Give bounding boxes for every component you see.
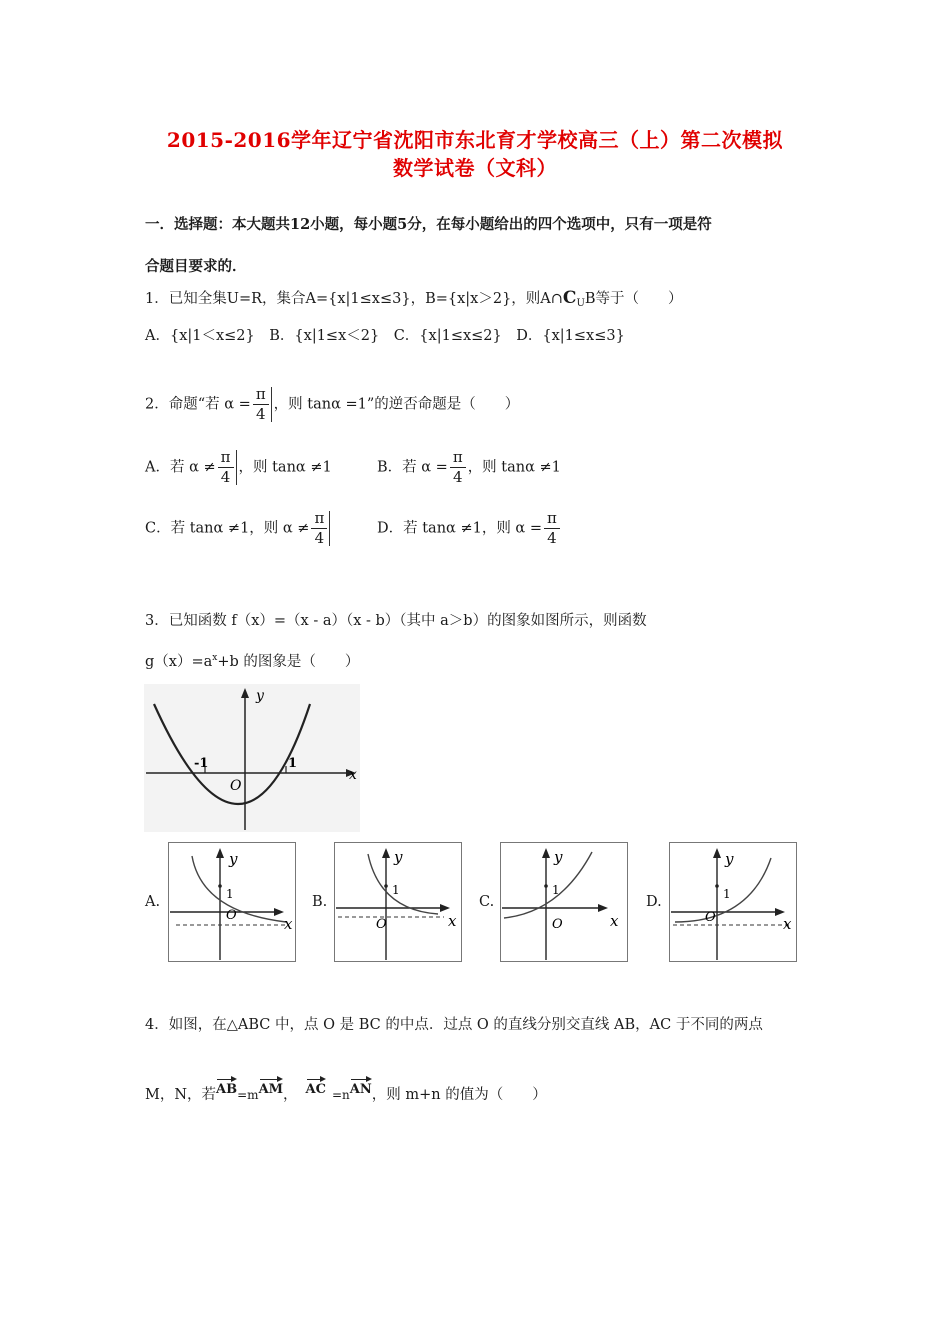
section-heading-line1: 一．选择题：本大题共12小题，每小题5分，在每小题给出的四个选项中，只有一项是符 <box>145 216 712 233</box>
q3-exponent: x <box>212 653 218 663</box>
q3-option-d-graph <box>669 842 797 962</box>
q2-option-d-fraction <box>544 511 560 546</box>
origin-label: O <box>226 908 237 923</box>
q2-option-a-before: A．若 α ≠ <box>145 459 216 476</box>
q3-main-parabola-graph <box>144 684 360 832</box>
denominator: 4 <box>314 529 325 547</box>
q4-eq-n: =n <box>331 1088 350 1102</box>
y-axis-label: y <box>394 848 403 866</box>
denominator: 4 <box>452 468 463 486</box>
pi-symbol: π <box>544 511 560 529</box>
q3-stem-line1: 3．已知函数 f（x）=（x - a）（x - b）（其中 a＞b）的图象如图所示，则函数 <box>145 613 647 629</box>
pi-symbol: π <box>311 511 327 529</box>
q3-option-c-letter: C. <box>479 894 495 910</box>
q4-line2-start: M，N，若 <box>145 1087 217 1103</box>
q2-option-d <box>377 511 562 546</box>
q3-stem-line2-before: g（x）=a <box>145 654 213 670</box>
q1-options: A．{x|1＜x≤2} B．{x|1≤x＜2} C．{x|1≤x≤2} D．{x|1≤x≤3} <box>145 328 625 344</box>
q4-stem-line1: 4．如图，在△ABC 中，点 O 是 BC 的中点．过点 O 的直线分别交直线 AB，AC 于不同的两点 <box>145 1017 763 1033</box>
origin-label: O <box>230 778 242 794</box>
q1-complement: C <box>562 288 577 308</box>
origin-label: O <box>552 917 563 932</box>
tick-label: 1 <box>552 883 560 897</box>
q4-line2-end: ，则 m+n 的值为（ ） <box>371 1087 547 1103</box>
graph-background <box>144 684 360 832</box>
denominator: 4 <box>220 468 231 486</box>
y-axis-label: y <box>256 688 264 704</box>
q1-stem <box>145 287 683 309</box>
q2-option-b-before: B．若 α = <box>377 459 448 476</box>
intercept-point <box>384 884 388 888</box>
q2-option-c <box>145 511 332 546</box>
q2-stem-before: 2．命题“若 α = <box>145 396 251 413</box>
x-axis-label: x <box>284 915 293 933</box>
origin-label: O <box>705 910 716 925</box>
q2-option-a-after: ，则 tanα ≠1 <box>238 459 332 476</box>
origin-label: O <box>376 917 387 932</box>
vector-am: AM <box>258 1082 284 1097</box>
tick-label: 1 <box>723 887 731 901</box>
q3-stem-line2 <box>145 650 359 671</box>
intercept-point <box>544 884 548 888</box>
x-axis-label: x <box>610 912 619 930</box>
q3-option-c-graph <box>500 842 628 962</box>
q2-stem-after: ，则 tanα =1”的逆否命题是（ ） <box>273 396 520 413</box>
pi-symbol: π <box>218 450 234 468</box>
q2-stem <box>145 387 519 422</box>
pi-symbol: π <box>450 450 466 468</box>
tick-label: 1 <box>392 883 400 897</box>
y-axis-label: y <box>554 848 563 866</box>
q2-option-c-fraction <box>311 511 330 546</box>
q3-option-b-graph <box>334 842 462 962</box>
graph-frame <box>501 843 628 962</box>
tick-pos-label: 1 <box>288 756 298 771</box>
q2-pi-over-4 <box>253 387 272 422</box>
q2-option-b <box>377 450 561 485</box>
intercept-point <box>715 884 719 888</box>
x-axis-label: x <box>783 915 792 933</box>
q3-option-a-letter: A. <box>145 894 161 910</box>
q4-comma: ， <box>283 1087 298 1103</box>
tick-label: 1 <box>226 887 234 901</box>
q1-complement-sub: U <box>576 298 585 309</box>
vector-an: AN <box>349 1082 372 1097</box>
q4-stem-line2 <box>145 1080 547 1104</box>
exam-title-line1: 2015-2016学年辽宁省沈阳市东北育才学校高三（上）第二次模拟 <box>166 128 784 152</box>
q3-option-d-letter: D. <box>646 894 662 910</box>
denominator: 4 <box>547 529 557 547</box>
exam-title-line2: 数学试卷（文科） <box>393 156 557 180</box>
q2-option-d-before: D．若 tanα ≠1，则 α = <box>377 520 542 537</box>
q2-option-b-fraction <box>450 450 466 485</box>
tick-neg-label: -1 <box>194 756 209 771</box>
q2-option-b-after: ，则 tanα ≠1 <box>467 459 561 476</box>
q1-stem-after: B等于（ ） <box>584 291 683 307</box>
section-heading-line2: 合题目要求的． <box>145 258 247 275</box>
q3-option-a-graph <box>168 842 296 962</box>
q3-stem-line2-after: +b 的图象是（ ） <box>217 654 360 670</box>
x-axis-label: x <box>349 767 357 783</box>
q2-option-c-before: C．若 tanα ≠1，则 α ≠ <box>145 520 310 537</box>
intercept-point <box>218 884 222 888</box>
q2-option-a <box>145 450 332 485</box>
y-axis-label: y <box>229 850 238 868</box>
q3-option-b-letter: B. <box>312 894 328 910</box>
denominator: 4 <box>255 405 266 423</box>
q4-eq-m: =m <box>237 1088 259 1102</box>
vector-ab: AB <box>216 1082 238 1097</box>
pi-symbol: π <box>253 387 269 405</box>
q1-stem-before: 1．已知全集U=R，集合A={x|1≤x≤3}，B={x|x＞2}，则A∩ <box>145 291 563 307</box>
y-axis-label: y <box>725 850 734 868</box>
x-axis-label: x <box>448 912 457 930</box>
q2-option-a-fraction <box>218 450 237 485</box>
vector-ac: AC <box>305 1082 326 1097</box>
